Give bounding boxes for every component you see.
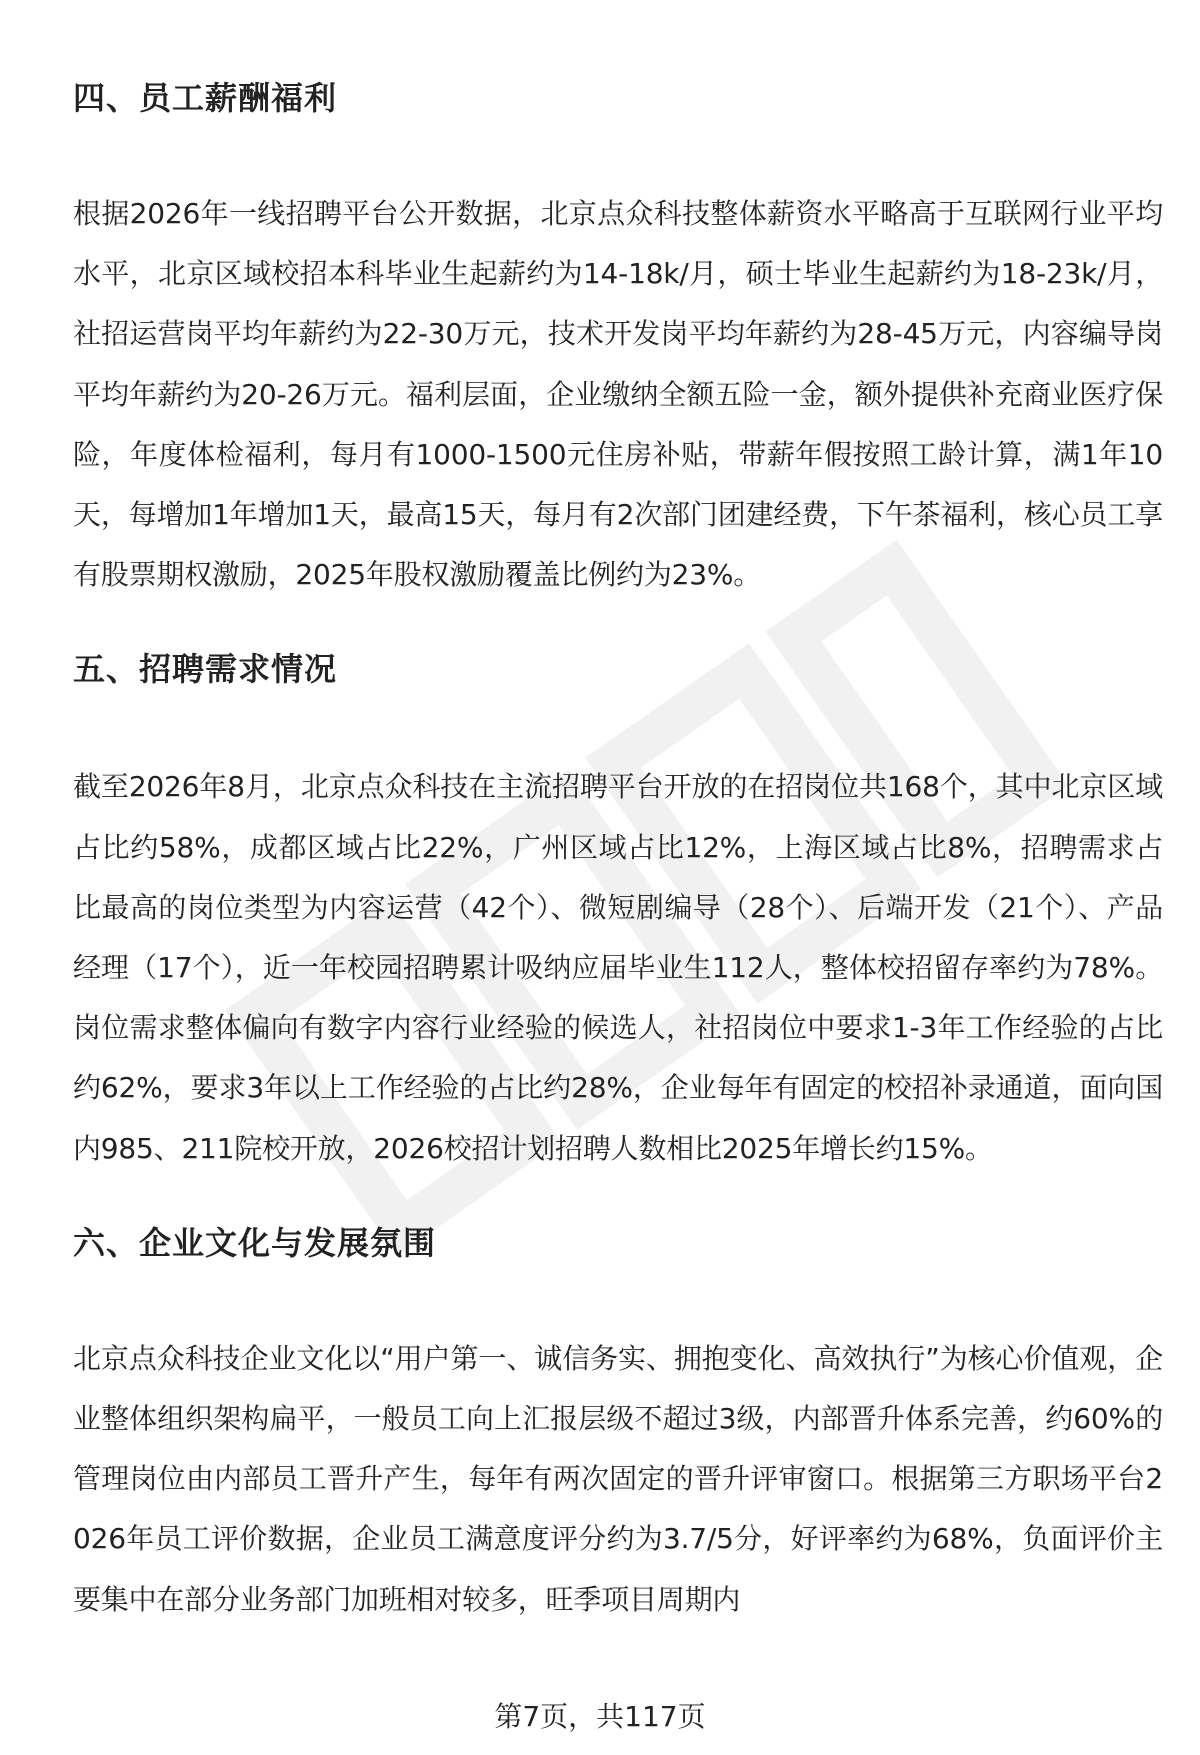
section-heading-salary: 四、员工薪酬福利 (73, 79, 338, 117)
document-content (73, 62, 1163, 1630)
page-number-footer: 第7页，共117页 (494, 1700, 706, 1733)
section-body-culture: 北京点众科技企业文化以“用户第一、诚信务实、拥抱变化、高效执行”为核心价值观，企业整体组织架构扁平，一般员工向上汇报层级不超过3级，内部晋升体系完善，约60%的管理岗位由内部员工晋升产生，每年有两次固定的晋升评审窗口。根据第三方职场平台2026年员工评价数据，企业员工满意度评分约为3.7/5分，好评率约为68%，负面评价主要集中在部分业务部门加班相对较多，旺季项目周期内 (73, 1341, 1163, 1616)
section-body-recruitment: 截至2026年8月，北京点众科技在主流招聘平台开放的在招岗位共168个，其中北京区域占比约58%，成都区域占比22%，广州区域占比12%，上海区域占比8%，招聘需求占比最高的岗位类型为内容运营（42个）、微短剧编导（28个）、后端开发（21个）、产品经理（17个），近一年校园招聘累计吸纳应届毕业生112人，整体校招留存率约为78%。岗位需求整体偏向有数字内容行业经验的候选人，社招岗位中要求1-3年工作经验的占比约62%，要求3年以上工作经验的占比约28%，企业每年有固定的校招补录通道，面向国内985、211院校开放，2026校招计划招聘人数相比2025年增长约15%。 (73, 770, 1163, 1165)
section-heading-culture: 六、企业文化与发展氛围 (73, 1223, 437, 1262)
section-body-salary: 根据2026年一线招聘平台公开数据，北京点众科技整体薪资水平略高于互联网行业平均水平，北京区域校招本科毕业生起薪约为14-18k/月，硕士毕业生起薪约为18-23k/月，社招运营岗平均年薪约为22-30万元，技术开发岗平均年薪约为28-45万元，内容编导岗平均年薪约为20-26万元。福利层面，企业缴纳全额五险一金，额外提供补充商业医疗保险，年度体检福利，每月有1000-1500元住房补贴，带薪年假按照工龄计算，满1年10天，每增加1年增加1天，最高15天，每月有2次部门团建经费，下午茶福利，核心员工享有股票期权激励，2025年股权激励覆盖比例约为23%。 (73, 197, 1163, 592)
section-heading-recruitment: 五、招聘需求情况 (73, 650, 338, 689)
